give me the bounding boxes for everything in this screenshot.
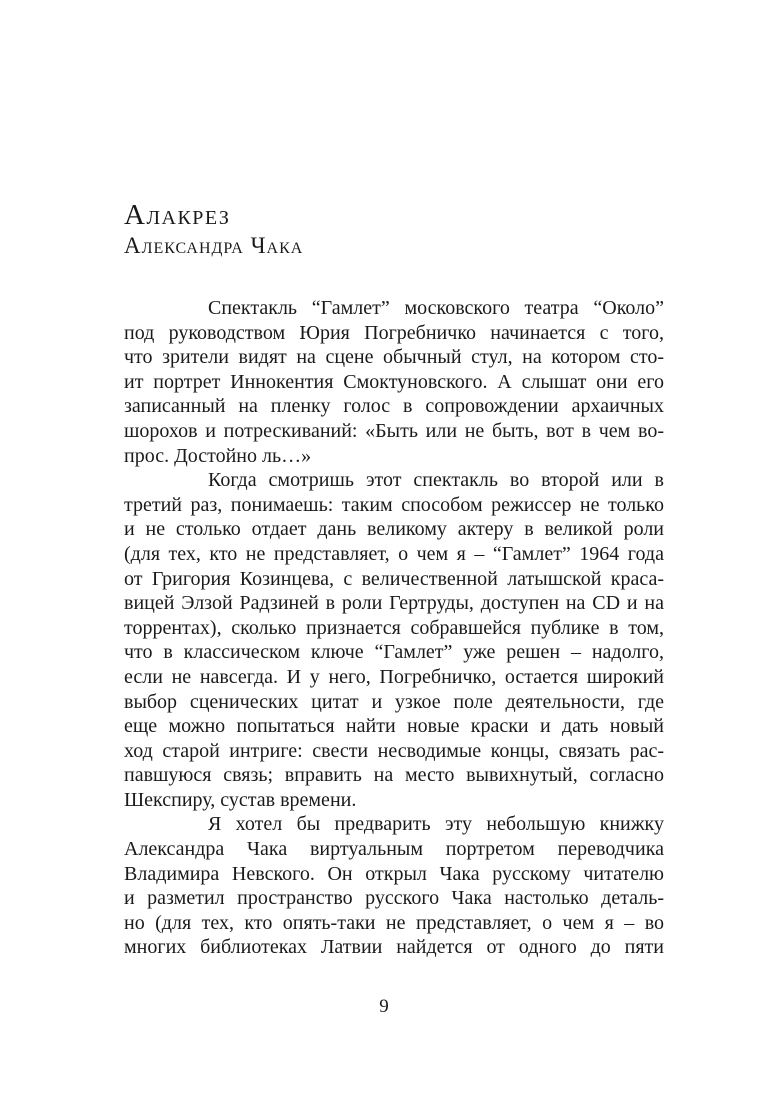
text-line: торрентах), сколько признается собравшейся публике в том, [124, 616, 664, 639]
text-line: еще можно попытаться найти новые краски и дать новый [124, 715, 664, 738]
text-line: если не навсегда. И у него, Погребничко, остается широкий [124, 665, 664, 688]
text-line: ит портрет Иннокентия Смоктуновского. А слышат они его [124, 370, 664, 393]
text-line: записанный на пленку голос в сопровождении архаичных [124, 395, 664, 418]
page-number: 9 [379, 996, 389, 1017]
text-line: но (для тех, кто опять-таки не представляет, о чем я – во [124, 911, 664, 934]
text-line: Спектакль “Гамлет” московского театра “Около” [208, 297, 664, 319]
text-line: павшуюся связь; вправить на место вывихнутый, согласно [124, 764, 664, 787]
text-line: что в классическом ключе “Гамлет” уже решен – надолго, [124, 641, 664, 664]
body-text [124, 296, 664, 960]
text-line: третий раз, понимаешь: таким способом режиссер не только [124, 493, 664, 516]
text-line: Шекспиру, сустав времени. [124, 788, 357, 811]
text-line: прос. Достойно ль…» [124, 444, 312, 467]
text-line: от Григория Козинцева, с величественной латышской краса- [124, 567, 664, 590]
text-line: шорохов и потрескиваний: «Быть или не быть, вот в чем во- [124, 419, 664, 442]
text-line: Когда смотришь этот спектакль во второй или в [208, 469, 664, 492]
text-line: Я хотел бы предварить эту небольшую книжку [208, 813, 664, 836]
text-line: и разметил пространство русского Чака настолько деталь- [124, 887, 664, 910]
text-line: ход старой интриге: свести несводимые концы, связать рас- [124, 739, 664, 762]
text-line: многих библиотеках Латвии найдется от одного до пяти [124, 936, 664, 959]
text-line: что зрители видят на сцене обычный стул, на котором сто- [124, 346, 664, 369]
text-line: выбор сценических цитат и узкое поле деятельности, где [124, 690, 664, 713]
text-line: (для тех, кто не представляет, о чем я – “Гамлет” 1964 года [124, 542, 664, 565]
text-line: вицей Элзой Радзиней в роли Гертруды, доступен на CD и на [124, 592, 664, 615]
chapter-subtitle: Александра Чака [124, 233, 304, 258]
text-line: Александра Чака виртуальным портретом переводчика [124, 838, 664, 861]
text-line: Владимира Невского. Он открыл Чака русскому читателю [124, 862, 664, 885]
text-line: и не столько отдает дань великому актеру в великой роли [124, 518, 664, 541]
text-line: под руководством Юрия Погребничко начинается с того, [124, 321, 664, 344]
chapter-title: Алакрез [124, 199, 231, 231]
